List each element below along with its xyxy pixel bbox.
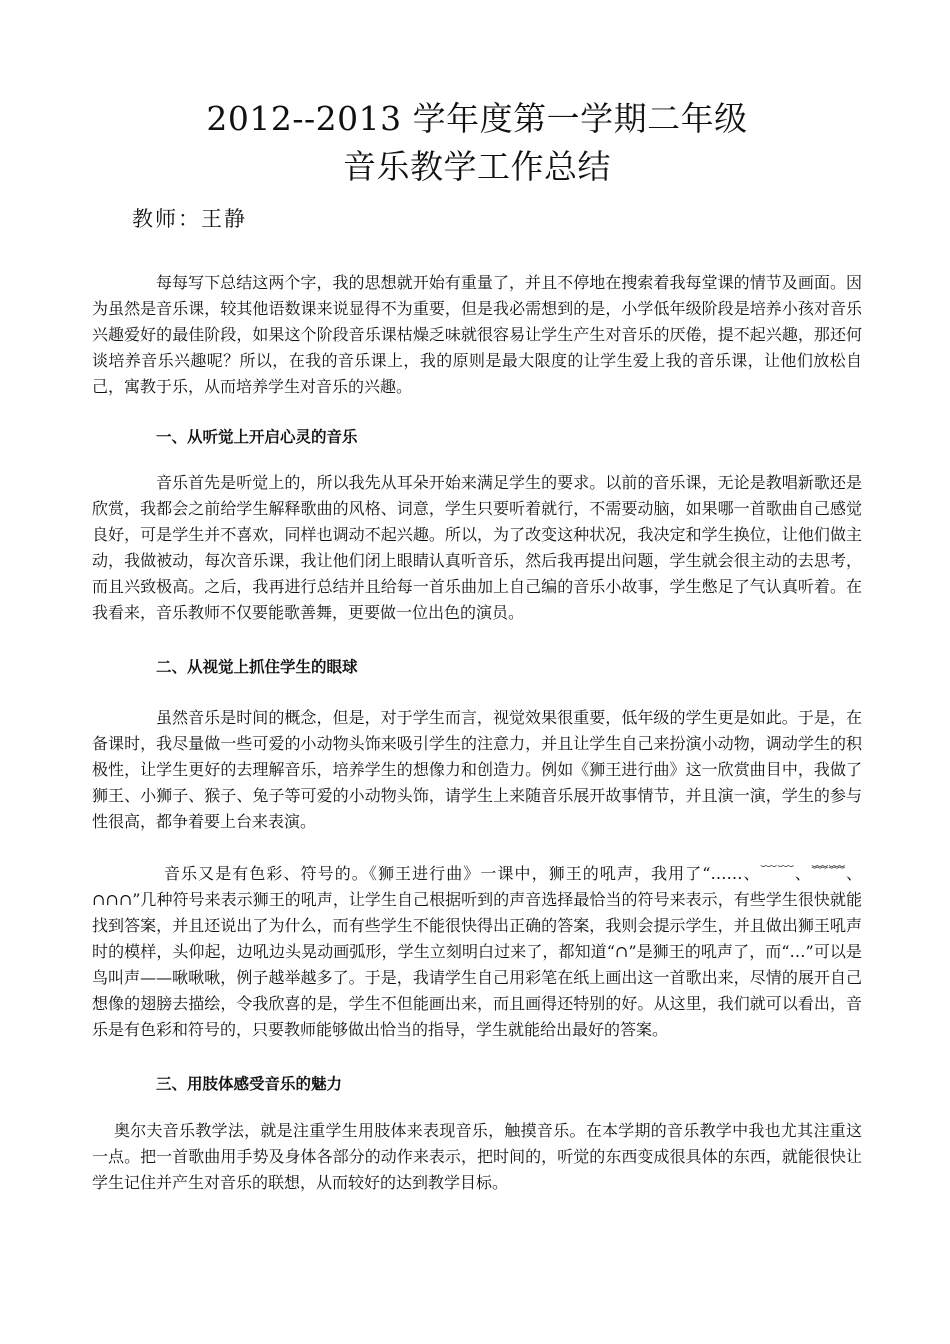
section-3-heading: 三、用肢体感受音乐的魅力: [156, 1075, 343, 1093]
section-2-heading: 二、从视觉上抓住学生的眼球: [156, 658, 358, 676]
section-2-paragraph-2: 音乐又是有色彩、符号的。《狮王进行曲》一课中，狮王的吼声，我用了“……、﹋﹋、﹌﹌、∩∩∩”几种符号来表示狮王的吼声，让学生自己根据听到的声音选择最恰当的符号来表示，有些学生很快就能找到答案，并且还说出了为什么，而有些学生不能很快得出正确的答案，我则会提示学生，并且做出狮王吼声时的模样，头仰起，边吼边头晃动画弧形，学生立刻明白过来了，都知道“∩”是狮王的吼声了，而“…”可以是鸟叫声——啾啾啾，例子越举越多了。于是，我请学生自己用彩笔在纸上画出这一首歌出来，尽情的展开自己想像的翅膀去描绘，令我欣喜的是，学生不但能画出来，而且画得还特别的好。从这里，我们就可以看出，音乐是有色彩和符号的，只要教师能够做出恰当的指导，学生就能给出最好的答案。: [92, 864, 862, 1039]
document-page: [92, 96, 862, 1196]
section-2-paragraph-1: 虽然音乐是时间的概念，但是，对于学生而言，视觉效果很重要，低年级的学生更是如此。于是，在备课时，我尽量做一些可爱的小动物头饰来吸引学生的注意力，并且让学生自己来扮演小动物，调动学生的积极性，让学生更好的去理解音乐，培养学生的想像力和创造力。例如《狮王进行曲》这一欣赏曲目中，我做了狮王、小狮子、猴子、兔子等可爱的小动物头饰，请学生上来随音乐展开故事情节，并且演一演，学生的参与性很高，都争着要上台来表演。: [92, 708, 862, 831]
section-1-heading: 一、从听觉上开启心灵的音乐: [156, 428, 358, 446]
section-3-paragraph-1: 奥尔夫音乐教学法，就是注重学生用肢体来表现音乐，触摸音乐。在本学期的音乐教学中我也尤其注重这一点。把一首歌曲用手势及身体各部分的动作来表示，把时间的，听觉的东西变成很具体的东西，就能很快让学生记住并产生对音乐的联想，从而较好的达到教学目标。: [92, 1121, 862, 1192]
document-title-line2: 音乐教学工作总结: [343, 147, 611, 186]
section-1-paragraph-1: 音乐首先是听觉上的，所以我先从耳朵开始来满足学生的要求。以前的音乐课，无论是教唱新歌还是欣赏，我都会之前给学生解释歌曲的风格、词意，学生只要听着就行，不需要动脑，如果哪一首歌曲自己感觉良好，可是学生并不喜欢，同样也调动不起兴趣。所以，为了改变这种状况，我决定和学生换位，让他们做主动，我做被动，每次音乐课，我让他们闭上眼睛认真听音乐，然后我再提出问题，学生就会很主动的去思考，而且兴致极高。之后，我再进行总结并且给每一首乐曲加上自己编的音乐小故事，学生憋足了气认真听着。在我看来，音乐教师不仅要能歌善舞，更要做一位出色的演员。: [92, 473, 862, 622]
document-title-line1: 2012--2013 学年度第一学期二年级: [206, 99, 748, 138]
intro-paragraph: 每每写下总结这两个字，我的思想就开始有重量了，并且不停地在搜索着我每堂课的情节及画面。因为虽然是音乐课，较其他语数课来说显得不为重要，但是我必需想到的是，小学低年级阶段是培养小孩对音乐兴趣爱好的最佳阶段，如果这个阶段音乐课枯燥乏味就很容易让学生产生对音乐的厌倦，提不起兴趣，那还何谈培养音乐兴趣呢？所以，在我的音乐课上，我的原则是最大限度的让学生爱上我的音乐课，让他们放松自己，寓教于乐，从而培养学生对音乐的兴趣。: [92, 273, 862, 396]
teacher-name: 教师：王静: [132, 207, 247, 231]
